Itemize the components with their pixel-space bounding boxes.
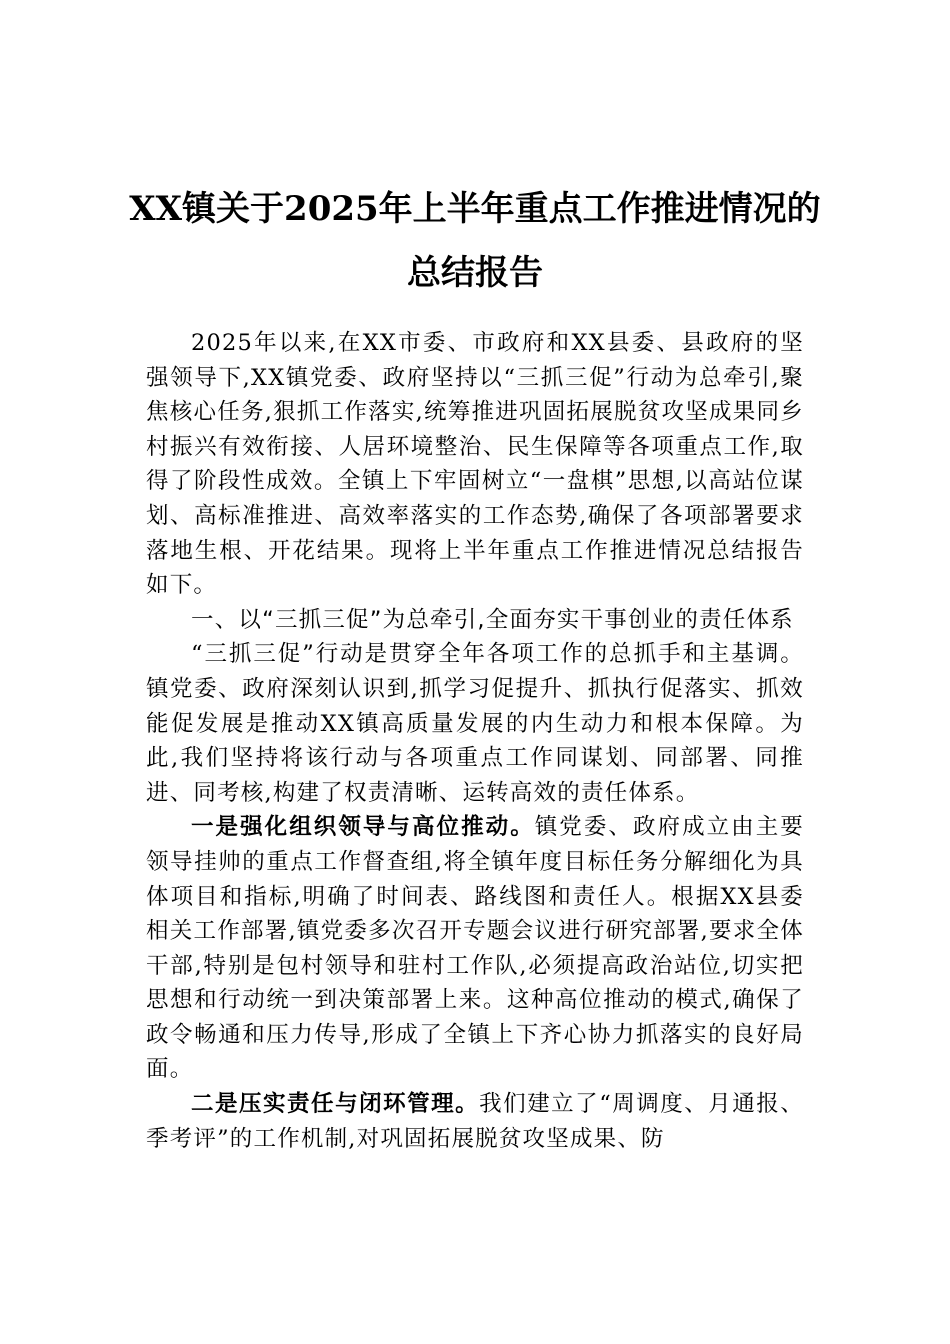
point-2-text: 我们建立了“周调度、月通报、季考评”的工作机制,对巩固拓展脱贫攻坚成果、防 [146, 1091, 804, 1152]
point-2-paragraph [146, 1087, 804, 1156]
point-1-text: 镇党委、政府成立由主要领导挂帅的重点工作督查组,将全镇年度目标任务分解细化为具体项目和指标,明确了时间表、路线图和责任人。根据XX县委相关工作部署,镇党委多次召开专题会议进行研究部署,要求全体干部,特别是包村领导和驻村工作队,必须提高政治站位,切实把思想和行动统一到决策部署上来。这种高位推动的模式,确保了政令畅通和压力传导,形成了全镇上下齐心协力抓落实的良好局面。 [146, 814, 804, 1083]
section-1-paragraph: “三抓三促”行动是贯穿全年各项工作的总抓手和主基调。镇党委、政府深刻认识到,抓学习促提升、抓执行促落实、抓效能促发展是推动XX镇高质量发展的内生动力和根本保障。为此,我们坚持将该行动与各项重点工作同谋划、同部署、同推进、同考核,构建了权责清晰、运转高效的责任体系。 [146, 641, 804, 806]
point-1-paragraph [146, 810, 804, 1087]
document-body [146, 326, 804, 1156]
intro-paragraph: 2025年以来,在XX市委、市政府和XX县委、县政府的坚强领导下,XX镇党委、政府坚持以“三抓三促”行动为总牵引,聚焦核心任务,狠抓工作落实,统筹推进巩固拓展脱贫攻坚成果同乡村振兴有效衔接、人居环境整治、民生保障等各项重点工作,取得了阶段性成效。全镇上下牢固树立“一盘棋”思想,以高站位谋划、高标准推进、高效率落实的工作态势,确保了各项部署要求落地生根、开花结果。现将上半年重点工作推进情况总结报告如下。 [146, 330, 804, 599]
section-heading-1: 一、以“三抓三促”为总牵引,全面夯实干事创业的责任体系 [191, 606, 794, 633]
point-1-lead: 一是强化组织领导与高位推动。 [191, 814, 535, 841]
point-2-lead: 二是压实责任与闭环管理。 [191, 1091, 480, 1118]
document-title: XX镇关于2025年上半年重点工作推进情况的总结报告 [129, 188, 821, 293]
